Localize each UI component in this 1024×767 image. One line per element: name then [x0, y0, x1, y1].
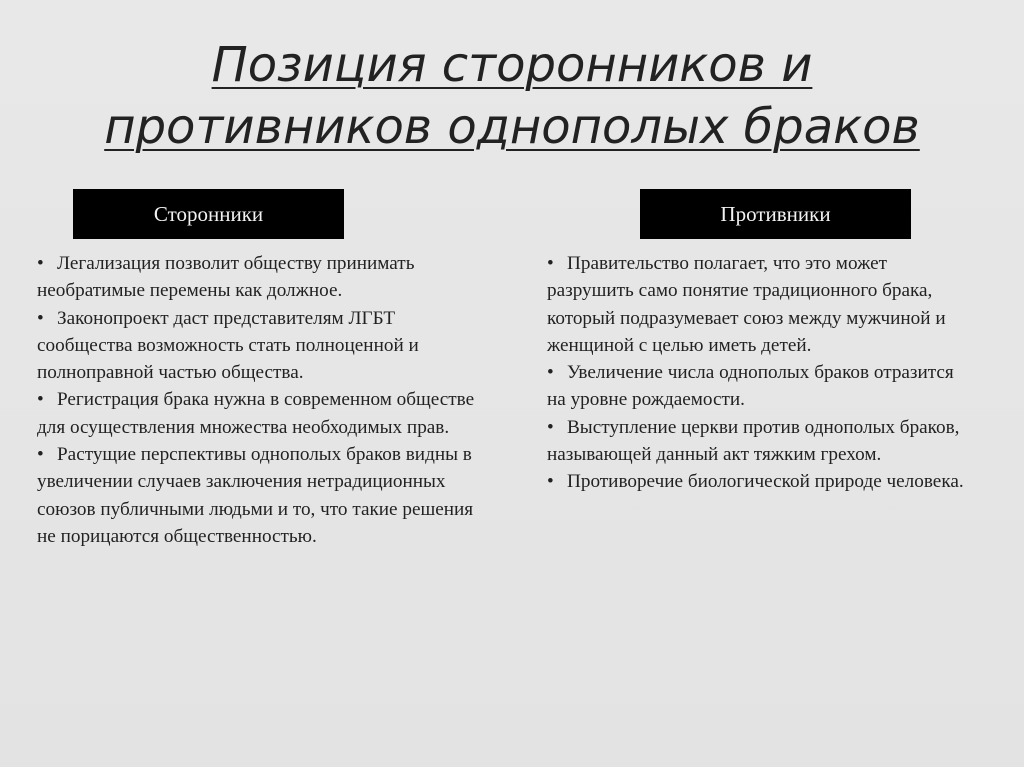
opponents-item-3 — [547, 414, 977, 469]
supporters-header — [73, 189, 344, 239]
opponents-item-1 — [547, 250, 977, 359]
opponents-header-label: Противники — [720, 201, 831, 226]
bullet-icon: • — [547, 416, 554, 438]
supporters-item-text: Растущие перспективы однополых браков видны в увеличении случаев заключения нетрадиционных союзов публичными людьми и то, что такие решения не порицаются общественностью. — [37, 444, 474, 547]
supporters-item-text: Регистрация брака нужна в современном обществе для осуществления множества необходимых прав. — [37, 389, 475, 438]
slide-title-line-1: Позиция сторонников и — [211, 37, 813, 93]
opponents-item-text: Выступление церкви против однополых браков, называющей данный акт тяжким грехом. — [547, 416, 960, 466]
supporters-header-label: Сторонники — [153, 201, 264, 226]
opponents-header — [640, 189, 911, 239]
supporters-list — [37, 250, 482, 550]
supporters-item-1 — [37, 250, 482, 305]
opponents-item-text: Противоречие биологической природе человека. — [567, 471, 964, 493]
bullet-icon: • — [37, 307, 44, 329]
supporters-item-2 — [37, 305, 482, 387]
supporters-item-3 — [37, 386, 482, 441]
slide-title — [60, 34, 964, 158]
slide-title-line-2: противников однополых браков — [104, 99, 920, 155]
bullet-icon: • — [37, 253, 44, 274]
opponents-item-text: Правительство полагает, что это может разрушить само понятие традиционного брака, который подразумевает союз между мужчиной и женщиной с целью иметь детей. — [547, 253, 946, 356]
opponents-item-2 — [547, 359, 977, 414]
opponents-item-4 — [547, 468, 977, 495]
bullet-icon: • — [37, 444, 44, 466]
bullet-icon: • — [547, 471, 554, 493]
bullet-icon: • — [37, 389, 44, 411]
bullet-icon: • — [547, 253, 554, 274]
supporters-item-text: Легализация позволит обществу принимать необратимые перемены как должное. — [37, 253, 415, 302]
supporters-item-text: Законопроект даст представителям ЛГБТ сообщества возможность стать полноценной и полноправной частью общества. — [37, 307, 419, 384]
supporters-item-4 — [37, 441, 482, 550]
opponents-item-text: Увеличение числа однополых браков отразится на уровне рождаемости. — [547, 362, 954, 411]
bullet-icon: • — [547, 362, 554, 384]
opponents-list — [547, 250, 977, 496]
